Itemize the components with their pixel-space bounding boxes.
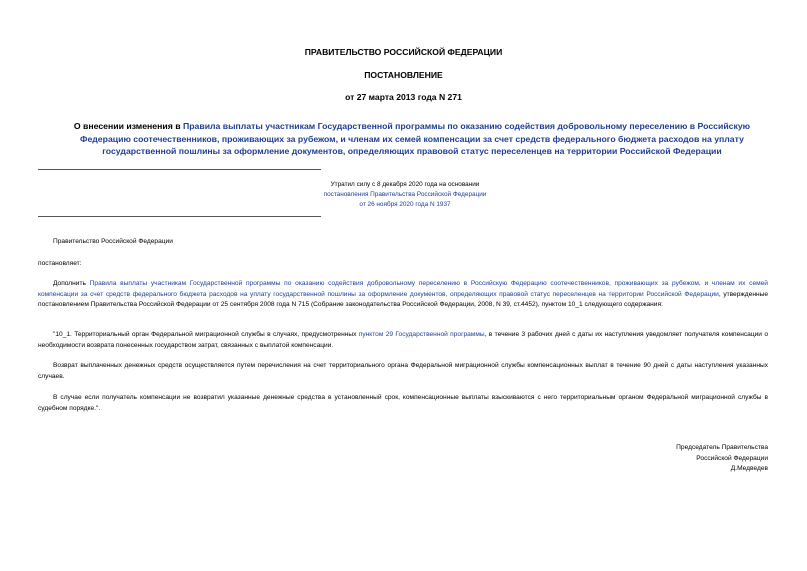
signature-block: [676, 443, 768, 475]
decides-text: постановляет:: [38, 260, 82, 267]
amendment-suffix: , утвержденные постановлением Правительства Российской Федерации от 25 сентября 2008 года N 715 (Собрание законодательства Российской Федерации, 2008, N 39, ст.4452), пунктом 10_1 следующего содержания:: [38, 290, 769, 309]
document-type-heading: ПОСТАНОВЛЕНИЕ: [364, 70, 443, 80]
title-rules-link[interactable]: Правила выплаты участникам Государственной программы по оказанию содействия добровольному переселению в Российскую Федерацию соотечественников, проживающих за рубежом, и членам их семей компенсации за счет средств федерального бюджета расходов на уплату государственной пошлины за оформление документов, определяющих правовой статус переселенцев на территории Российской Федерации: [80, 121, 751, 156]
amendment-prefix: Дополнить: [53, 280, 90, 287]
recovery-paragraph: В случае если получатель компенсации не возвратил указанные денежные средства в установленный срок, компенсационные выплаты взыскиваются с него территориальным органом Федеральной миграционной службы в судебном порядке.".: [38, 394, 768, 412]
signature-name: Д.Медведев: [730, 465, 768, 473]
validity-decree-link[interactable]: постановления Правительства Российской Федерации: [323, 191, 487, 198]
signature-country: Российской Федерации: [696, 454, 768, 462]
intro-text: Правительство Российской Федерации: [53, 238, 173, 245]
validity-date-link[interactable]: от 26 ноября 2020 года N 1937: [359, 201, 451, 208]
program-point-29-link[interactable]: пунктом 29 Государственной программы: [358, 331, 485, 338]
validity-note-line1: Утратил силу с 8 декабря 2020 года на основании: [330, 181, 480, 188]
validity-note: [290, 180, 520, 210]
amendment-rules-link[interactable]: Правила выплаты участникам Государственной программы по оказанию содействия добровольному переселению в Российскую Федерацию соотечественников, проживающих за рубежом, и членам их семей компенсации за счет средств федерального бюджета расходов на уплату государственной пошлины за оформление документов, определяющих правовой статус переселенцев на территории Российской Федерации: [38, 280, 768, 298]
title-prefix: О внесении изменения в: [73, 121, 183, 131]
document-date-number: от 27 марта 2013 года N 271: [345, 92, 462, 102]
bottom-divider: [38, 216, 321, 217]
amendment-paragraph: [38, 279, 768, 311]
top-divider: [38, 169, 321, 170]
point-10-1-suffix: , в течение 3 рабочих дней с даты их наступления уведомляет получателя компенсации о необходимости возврата понесенных государством затрат, связанных с выплатой компенсации.: [38, 331, 769, 349]
point-10-1-prefix: "10_1. Территориальный орган Федеральной миграционной службы в случаях, предусмотренных: [53, 331, 359, 338]
document-title: [58, 120, 766, 158]
refund-paragraph: Возврат выплаченных денежных средств осуществляется путем перечисления на счет территориального органа Федеральной миграционной службы компенсационных выплат в течение 90 дней с даты наступления указанных случаев.: [38, 362, 768, 380]
signature-title: Председатель Правительства: [676, 444, 768, 451]
government-heading: ПРАВИТЕЛЬСТВО РОССИЙСКОЙ ФЕДЕРАЦИИ: [304, 47, 503, 57]
point-10-1-paragraph: [38, 330, 768, 351]
